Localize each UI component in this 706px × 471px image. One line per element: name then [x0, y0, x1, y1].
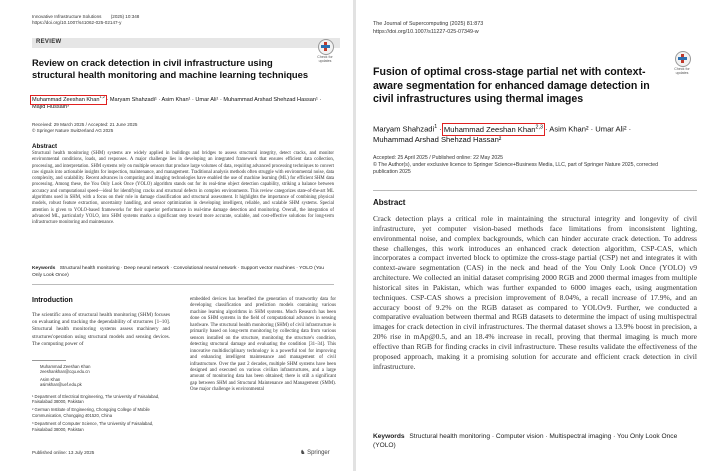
left-abstract-text: Structural health monitoring (SHM) systems are widely applied in buildings and bridges to assess structural integrity, detect cracks, and monitor environmental conditions, loads, and responses. A major challenge lies in developing an integrated framework that ensures efficient data collection, processing, and interpretation. SHM systems rely on multiple sensors that produce large volumes of data, requiring advanced processing techniques to convert raw signals into actionable insights for inspection, maintenance, and management. Traditional analysis methods often struggle with environmental noise, data complexity, and scalability. Recent advances in computing and imaging technologies have enabled the use of machine learning (ML) for efficient SHM data processing. Among these, the You Only Look Once (YOLO) algorithm stands out for its real-time object detection capability, striking a balance between accuracy and computational speed—ideal for identifying cracks and structural defects in complex environments. This review categorizes state-of-the-art ML algorithms used in SHM, with a focus on their role in damage classification and structural assessment. It highlights the importance of combining physical models, robust feature extraction, uncertainty handling, and sensor optimization in developing intelligent, reliable, and scalable SHM systems. Special attention is given to YOLO-based frameworks for their superior performance in real-time damage detection and monitoring. Overall, the integration of advanced ML, particularly YOLO, into SHM systems marks a significant step toward more accurate, scalable, and cost-effective solutions for long-term infrastructure monitoring and maintenance. — [32, 151, 334, 226]
right-journal-header: The Journal of Supercomputing (2025) 81:873 — [373, 21, 484, 27]
right-paper-title: Fusion of optimal cross-stage partial net with context-aware segmentation for enhanced damage detection in civil infrastructures using thermal images — [373, 66, 650, 105]
left-intro-heading: Introduction — [32, 297, 73, 304]
right-crossmark-icon[interactable] — [675, 51, 691, 67]
right-author-first-sup: 1 — [434, 124, 438, 130]
page-divider — [353, 0, 356, 471]
left-footnotes — [32, 364, 170, 432]
left-publisher-label: Springer — [307, 450, 330, 456]
left-footnote-2 — [32, 377, 170, 388]
left-affiliation-3: ³ Department of Computer Science, The University of Faisalabad, Faisalabad 38000, Pakistan — [32, 421, 154, 432]
left-footnote-1 — [32, 364, 170, 375]
right-highlighted-author[interactable] — [444, 125, 543, 134]
left-paper-page — [0, 0, 352, 471]
left-keywords-heading: Keywords — [32, 266, 56, 271]
left-fn2-name: Asim Khan — [40, 376, 61, 382]
left-journal-name: Innovative Infrastructure Solutions — [32, 14, 102, 19]
left-paper-title: Review on crack detection in civil infrastructure using structural health monitoring and machine learning techniques — [32, 57, 309, 80]
left-journal-volume: (2025) 10:348 — [110, 14, 140, 19]
right-author-list: Maryam Shahzadi$^1$ · Muhammad Zeeshan Khan$^{2,3}$ · Asim Khan² · Umar Ali² · Muhammad Arshad Shehzad Hassan² — [373, 124, 632, 144]
left-footnote-rule — [32, 360, 66, 361]
left-received: Received: 29 March 2025 / Accepted: 21 June 2025 — [32, 122, 138, 127]
right-highlighted-author-name: Muhammad Zeeshan Khan — [443, 124, 536, 134]
right-crossmark-label: Check for updates — [674, 67, 690, 75]
left-keywords — [32, 266, 334, 279]
left-crossmark-icon[interactable] — [318, 39, 334, 55]
left-affiliation-1: ¹ Department of Electrical Engineering, The University of Faisalabad, Faisalabad 38000, Pakistan — [32, 393, 160, 405]
right-divider — [373, 190, 697, 191]
left-keywords-text: Structural health monitoring · Deep neural network · Convolutional neural network · Support vector machines · YOLO (You Only Look Once) — [32, 266, 324, 278]
right-authors-rest: · Asim Khan² · Umar Ali² · — [545, 124, 632, 134]
right-authors-line2: Muhammad Arshad Shehzad Hassan² — [373, 134, 502, 144]
right-abstract-heading: Abstract — [373, 198, 406, 207]
left-highlighted-author-name: Muhammad Zeeshan Khan — [32, 96, 100, 103]
right-dates-copyright — [373, 155, 673, 176]
left-highlighted-author[interactable] — [32, 94, 105, 103]
left-publisher-logo — [300, 449, 330, 456]
right-highlighted-author-sup: 2,3 — [535, 124, 543, 130]
left-fn1-name: Muhammad Zeeshan Khan — [40, 364, 91, 369]
right-abstract-text: Crack detection plays a critical role in maintaining the structural integrity and longevity of civil infrastructure, yet computer vision-based methods face limitations from inconsistent lighting, environmental noise, and complex backgrounds, which can hinder accurate crack detection. To address these challenges, this work introduces an enhanced crack detection algorithm, CSP-CAS, which incorporates a compact inverted block to optimize the cross-stage partial (CSP) net and integrates it with context-aware segmentation (CAS) in the neck and head of the You Only Look Once (YOLO) v9 architecture. We collected an initial dataset comprising 2000 RGB and 2000 thermal images from multiple historical sites in Pakistan, which was further expanded to 6000 images each, using augmentation techniques. CSP-CAS shows a precision improvement of 8.04%, a recall increase of 17.9%, and an accuracy boost of 9.2% on the RGB dataset as compared to YOLOv9. Further, we conducted a comparative evaluation between thermal and RGB datasets to determine the impact of using multispectral images for crack detection in civil infrastructures. The thermal dataset shows a 13.9% boost in precision, a 20% rise in mAp@0.5, and an 18.4% increase in recall, proving that thermal imaging is much more effective than RGB for finding cracks in civil infrastructure. These results validate the effectiveness of the proposed approach, making it a promising solution for accurate and efficient crack detection in civil infrastructure. — [373, 214, 697, 371]
left-publisher-icon: ♞ — [300, 450, 306, 456]
left-affiliation-2: ² German Institute of Engineering, Chongqing College of Mobile Communication, Chongqing 401520, China — [32, 407, 150, 418]
left-intro-col1: The scientific area of structural health monitoring (SHM) focuses on evaluating and tracking the dependability of structures [1–10]. Structural health monitoring systems assess machinery and structures'operation using structural models and sensing devices. The computing power of — [32, 312, 170, 347]
left-intro-col2: embedded devices has benefited the generation of trustworthy data for developing classification and prediction models containing various machine learning algorithms in SHM systems. Much Research has been done on SHM systems in the field of computational advances in sensing hardware. The structural health monitoring (SHM) of civil infrastructure is primarily based on long-term monitoring by collecting data from various sensors installed on the structure, monitoring the structure's condition, detecting structural damage and evaluating the condition [31–34]. This innovative multidisciplinary technology is a powerful tool for improving and enhancing intelligent maintenance and management of civil infrastructure. Over the past 2 decades, multiple SHM systems have been designed and executed on various civilian infrastructures, and a large amount of monitoring data has been obtained; there is still a significant gap between SHM and Structural Maintenance and Management (SMM). One major challenge is environmental — [190, 297, 336, 393]
left-section-label: REVIEW — [36, 39, 62, 45]
left-fn2-email[interactable]: asimkhan@uef.edu.pk — [40, 382, 82, 388]
left-divider — [32, 284, 334, 285]
left-published: Published online: 13 July 2025 — [32, 450, 95, 455]
left-abstract-heading: Abstract — [32, 143, 58, 150]
right-keywords — [373, 433, 697, 450]
right-keywords-text: Structural health monitoring · Computer vision · Multispectral imaging · You Only Look Once (YOLO) — [373, 433, 678, 449]
left-crossmark-label: Check for updates — [317, 55, 333, 63]
left-author-list — [32, 93, 332, 111]
left-doi[interactable]: https://doi.org/10.1007/s41062-025-02147-y — [32, 20, 122, 25]
right-accepted: Accepted: 25 April 2025 / Published online: 22 May 2025 — [373, 155, 504, 161]
left-authors-line2: Majid Hussain³ — [32, 103, 69, 110]
left-authors-rest: · Maryam Shahzadi¹ · Asim Khan¹ · Umar Ali¹ · Muhammad Arshad Shehzad Hassan¹ · — [106, 96, 322, 103]
left-section-bar — [32, 38, 340, 48]
left-copyright: © Springer Nature Switzerland AG 2025 — [32, 128, 114, 133]
right-author-first: Maryam Shahzadi — [373, 124, 435, 134]
left-highlighted-author-sup: 1,2 — [99, 94, 105, 99]
right-copyright: © The Author(s), under exclusive licence to Springer Science+Business Media, LLC, part of Springer Nature 2025, corrected publication 2025 — [373, 162, 659, 175]
right-keywords-heading: Keywords — [373, 433, 405, 440]
left-fn1-email[interactable]: zeeshankhan@cqu.edu.cn — [40, 369, 90, 375]
right-doi[interactable]: https://doi.org/10.1007/s11227-025-07349-w — [373, 29, 479, 35]
right-paper-page — [357, 0, 706, 471]
